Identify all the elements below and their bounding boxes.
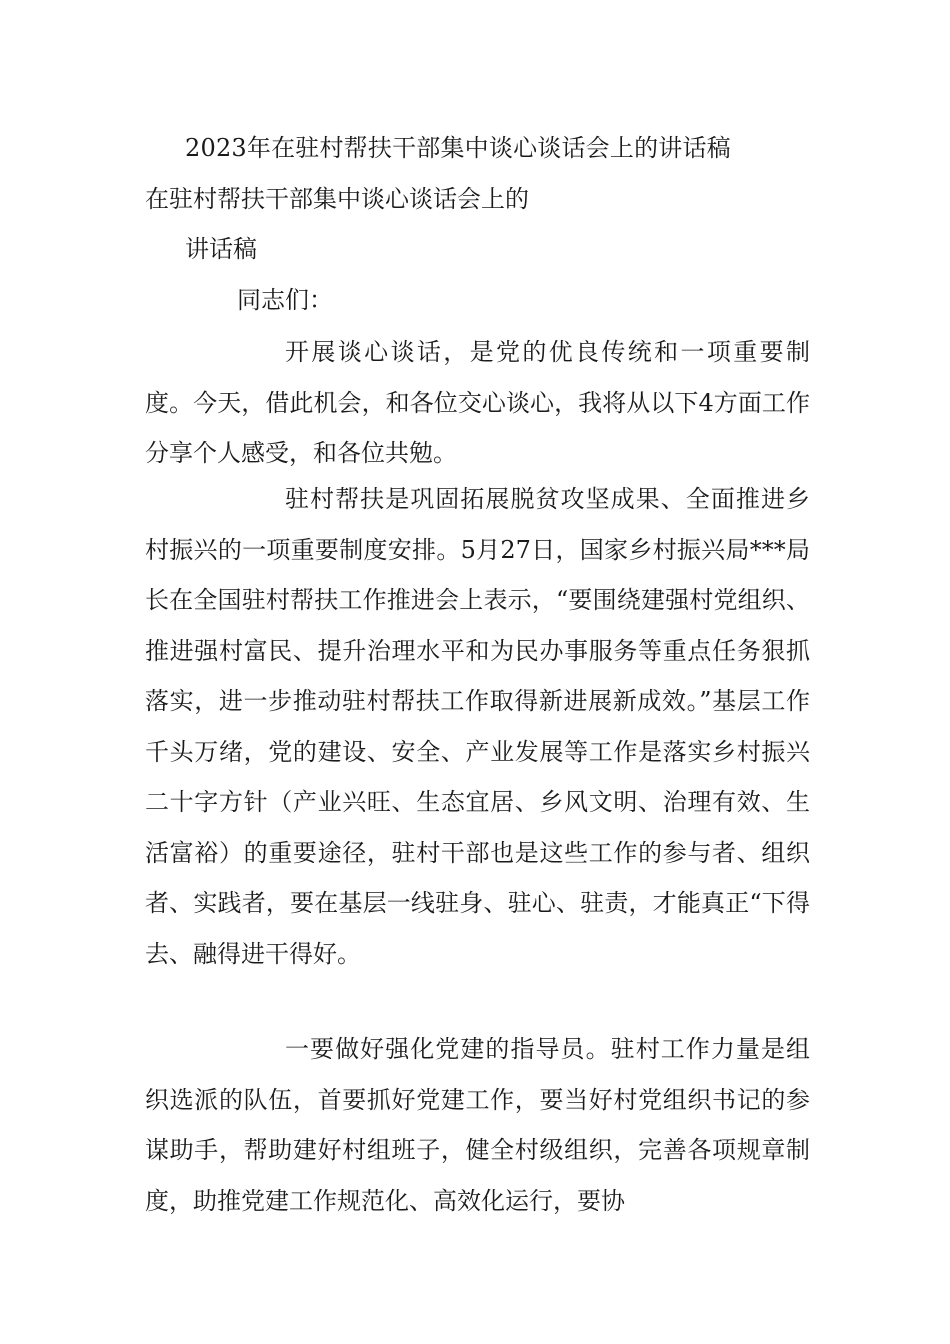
paragraph-introduction: 开展谈心谈话，是党的优良传统和一项重要制度。今天，借此机会，和各位交心谈心，我将从以下4方面工作分享个人感受，和各位共勉。 [145, 338, 810, 467]
paragraph-village-assistance: 驻村帮扶是巩固拓展脱贫攻坚成果、全面推进乡村振兴的一项重要制度安排。5月27日，国家乡村振兴局***局长在全国驻村帮扶工作推进会上表示，“要围绕建强村党组织、推进强村富民、提升治理水平和为民办事服务等重点任务狠抓落实，进一步推动驻村帮扶工作取得新进展新成效。”基层工作千头万绪，党的建设、安全、产业发展等工作是落实乡村振兴二十字方针（产业兴旺、生态宜居、乡风文明、治理有效、生活富裕）的重要途径，驻村干部也是这些工作的参与者、组织者、实践者，要在基层一线驻身、驻心、驻责，才能真正“下得去、融得进干得好。 [145, 485, 810, 968]
salutation: 同志们： [237, 286, 333, 314]
document-subtitle-line-1: 在驻村帮扶干部集中谈心谈话会上的 [145, 185, 529, 213]
document-title: 2023年在驻村帮扶干部集中谈心谈话会上的讲话稿 [185, 134, 731, 162]
document-subtitle-line-2: 讲话稿 [185, 235, 257, 263]
paragraph-party-building: 一要做好强化党建的指导员。驻村工作力量是组织选派的队伍，首要抓好党建工作，要当好村党组织书记的参谋助手，帮助建好村组班子，健全村级组织，完善各项规章制度，助推党建工作规范化、高效化运行，要协 [145, 1035, 810, 1215]
